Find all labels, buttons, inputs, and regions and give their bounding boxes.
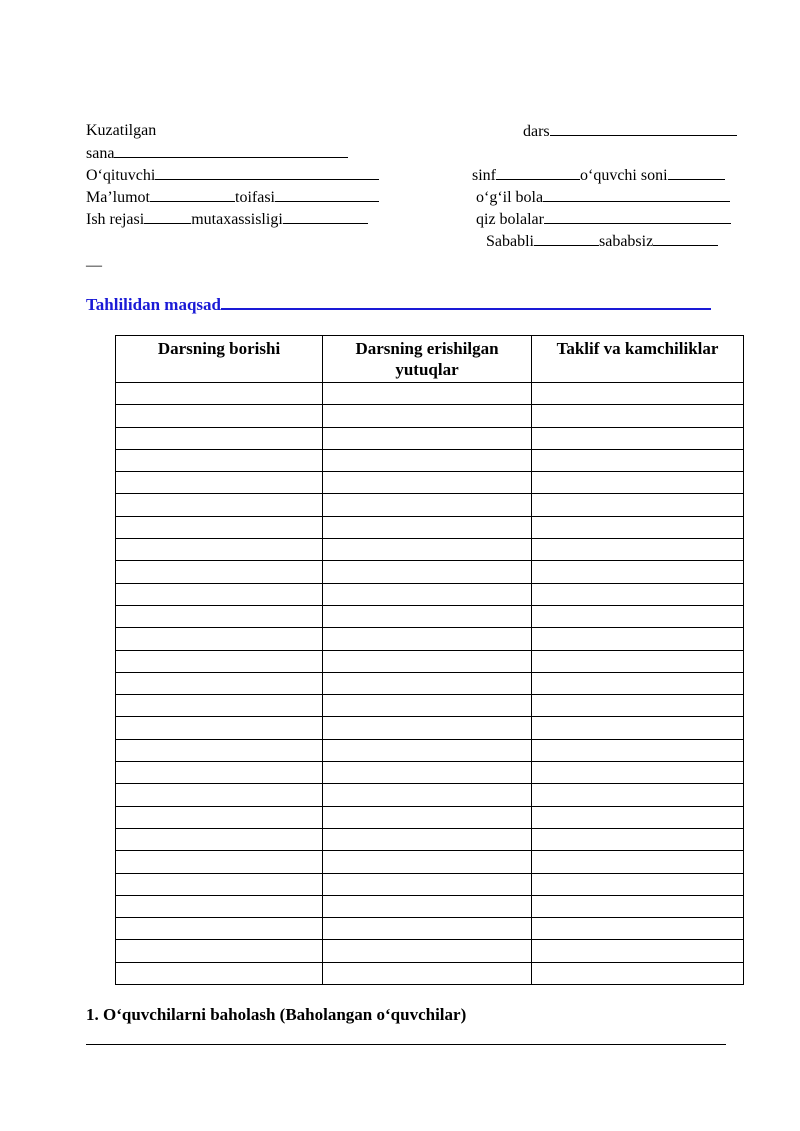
table-cell[interactable] xyxy=(323,940,532,962)
table-cell[interactable] xyxy=(532,472,744,494)
table-cell[interactable] xyxy=(323,717,532,739)
table-cell[interactable] xyxy=(323,828,532,850)
table-row xyxy=(116,895,744,917)
col-darsning-borishi: Darsning borishi xyxy=(116,336,323,383)
table-cell[interactable] xyxy=(116,472,323,494)
table-row xyxy=(116,650,744,672)
table-cell[interactable] xyxy=(532,672,744,694)
table-cell[interactable] xyxy=(323,918,532,940)
table-row xyxy=(116,940,744,962)
col-erishilgan-yutuqlar: Darsning erishilgan yutuqlar xyxy=(323,336,532,383)
blank-ish-rejasi[interactable] xyxy=(144,209,191,224)
label-kuzatilgan: Kuzatilgan xyxy=(86,122,157,139)
table-row xyxy=(116,449,744,471)
table-row xyxy=(116,717,744,739)
table-cell[interactable] xyxy=(116,806,323,828)
table-row xyxy=(116,539,744,561)
blank-oquvchi-soni[interactable] xyxy=(668,165,725,180)
table-cell[interactable] xyxy=(532,895,744,917)
table-cell[interactable] xyxy=(116,427,323,449)
field-ish-rejasi[interactable] xyxy=(86,209,368,230)
table-body xyxy=(116,383,744,985)
table-cell[interactable] xyxy=(323,472,532,494)
stray-dash-text: — xyxy=(86,257,102,274)
table-cell[interactable] xyxy=(532,449,744,471)
blank-malumot[interactable] xyxy=(150,187,235,202)
table-cell[interactable] xyxy=(532,806,744,828)
table-row xyxy=(116,561,744,583)
table-cell[interactable] xyxy=(116,650,323,672)
table-row xyxy=(116,762,744,784)
table-cell[interactable] xyxy=(532,650,744,672)
table-header-row xyxy=(116,336,744,383)
label-sana: sana xyxy=(86,145,115,162)
table-cell[interactable] xyxy=(323,405,532,427)
table-cell[interactable] xyxy=(323,516,532,538)
table-cell[interactable] xyxy=(532,628,744,650)
label-malumot: Ma’lumot xyxy=(86,189,150,206)
table-cell[interactable] xyxy=(116,717,323,739)
table-row xyxy=(116,494,744,516)
blank-dars[interactable] xyxy=(550,121,737,136)
table-cell[interactable] xyxy=(116,516,323,538)
table-row xyxy=(116,918,744,940)
table-cell[interactable] xyxy=(323,605,532,627)
table-cell[interactable] xyxy=(532,739,744,761)
table-row xyxy=(116,605,744,627)
table-cell[interactable] xyxy=(532,918,744,940)
table-cell[interactable] xyxy=(532,539,744,561)
table-cell[interactable] xyxy=(116,784,323,806)
table-cell[interactable] xyxy=(116,828,323,850)
table-cell[interactable] xyxy=(323,449,532,471)
field-sana[interactable] xyxy=(86,143,348,164)
table-row xyxy=(116,806,744,828)
stray-dash xyxy=(86,256,102,276)
table-cell[interactable] xyxy=(532,561,744,583)
table-row xyxy=(116,828,744,850)
col-taklif-kamchiliklar: Taklif va kamchiliklar xyxy=(532,336,744,383)
table-cell[interactable] xyxy=(116,494,323,516)
table-row xyxy=(116,516,744,538)
label-sababsiz: sababsiz xyxy=(599,233,654,250)
label-sinf: sinf xyxy=(472,167,496,184)
table-cell[interactable] xyxy=(116,918,323,940)
label-oquvchi-soni: o‘quvchi soni xyxy=(580,167,668,184)
table-cell[interactable] xyxy=(116,583,323,605)
field-dars[interactable] xyxy=(523,121,737,142)
label-sababli: Sababli xyxy=(486,233,534,250)
label-toifasi: toifasi xyxy=(235,189,275,206)
table-cell[interactable] xyxy=(323,628,532,650)
table-cell[interactable] xyxy=(532,873,744,895)
field-malumot[interactable] xyxy=(86,187,379,208)
table-row xyxy=(116,383,744,405)
table-row xyxy=(116,672,744,694)
table-cell[interactable] xyxy=(323,962,532,984)
table-cell[interactable] xyxy=(116,851,323,873)
table-cell[interactable] xyxy=(116,739,323,761)
table-cell[interactable] xyxy=(116,405,323,427)
table-cell[interactable] xyxy=(532,851,744,873)
table-cell[interactable] xyxy=(116,962,323,984)
table-cell[interactable] xyxy=(116,383,323,405)
blank-sana[interactable] xyxy=(114,143,348,158)
table-cell[interactable] xyxy=(323,650,532,672)
table-cell[interactable] xyxy=(532,784,744,806)
table-cell[interactable] xyxy=(116,449,323,471)
table-cell[interactable] xyxy=(116,873,323,895)
table-cell[interactable] xyxy=(532,516,744,538)
table-cell[interactable] xyxy=(323,873,532,895)
field-sinf[interactable] xyxy=(472,165,725,186)
table-cell[interactable] xyxy=(532,605,744,627)
table-cell[interactable] xyxy=(116,695,323,717)
table-cell[interactable] xyxy=(532,940,744,962)
table-cell[interactable] xyxy=(323,695,532,717)
table-cell[interactable] xyxy=(323,784,532,806)
table-cell[interactable] xyxy=(323,739,532,761)
table-cell[interactable] xyxy=(323,494,532,516)
table-cell[interactable] xyxy=(116,672,323,694)
table-cell[interactable] xyxy=(116,940,323,962)
table-cell[interactable] xyxy=(323,383,532,405)
blank-qiz-bolalar[interactable] xyxy=(544,209,731,224)
table-row xyxy=(116,472,744,494)
table-cell[interactable] xyxy=(116,895,323,917)
table-cell[interactable] xyxy=(116,605,323,627)
blank-sinf[interactable] xyxy=(496,165,580,180)
table-cell[interactable] xyxy=(532,762,744,784)
section-title-baholash: 1. O‘quvchilarni baholash (Baholangan o‘quvchilar) xyxy=(86,1005,467,1024)
table-cell[interactable] xyxy=(532,383,744,405)
field-sababli[interactable] xyxy=(486,231,718,252)
blank-toifasi[interactable] xyxy=(275,187,379,202)
table-cell[interactable] xyxy=(116,561,323,583)
label-ish-rejasi: Ish rejasi xyxy=(86,211,145,228)
table-row xyxy=(116,962,744,984)
field-ogil-bola[interactable] xyxy=(476,187,730,208)
table-cell[interactable] xyxy=(323,539,532,561)
label-dars: dars xyxy=(523,123,550,140)
goal-label: Tahlilidan maqsad xyxy=(86,295,221,314)
footer-blank-line[interactable] xyxy=(86,1044,726,1045)
goal-blank[interactable] xyxy=(221,292,711,310)
table-cell[interactable] xyxy=(532,405,744,427)
observation-table xyxy=(115,335,744,985)
table-row xyxy=(116,628,744,650)
table-cell[interactable] xyxy=(532,717,744,739)
table-row xyxy=(116,851,744,873)
label-mutaxassisligi: mutaxassisligi xyxy=(191,211,283,228)
table-cell[interactable] xyxy=(532,962,744,984)
blank-oqituvchi[interactable] xyxy=(155,165,379,180)
table-cell[interactable] xyxy=(532,828,744,850)
table-cell[interactable] xyxy=(323,427,532,449)
table-cell[interactable] xyxy=(323,895,532,917)
table-cell[interactable] xyxy=(323,851,532,873)
table-cell[interactable] xyxy=(323,672,532,694)
table-row xyxy=(116,695,744,717)
table-cell[interactable] xyxy=(532,427,744,449)
table-cell[interactable] xyxy=(323,561,532,583)
goal-field[interactable] xyxy=(86,292,711,315)
field-oqituvchi[interactable] xyxy=(86,165,379,186)
table-cell[interactable] xyxy=(323,762,532,784)
label-ogil-bola: o‘g‘il bola xyxy=(476,189,544,206)
blank-sababli[interactable] xyxy=(534,231,599,246)
table-row xyxy=(116,739,744,761)
table-cell[interactable] xyxy=(323,583,532,605)
table-cell[interactable] xyxy=(532,494,744,516)
field-qiz-bolalar[interactable] xyxy=(476,209,731,230)
blank-sababsiz[interactable] xyxy=(653,231,718,246)
table-cell[interactable] xyxy=(532,583,744,605)
table-cell[interactable] xyxy=(116,539,323,561)
blank-ogil-bola[interactable] xyxy=(543,187,730,202)
table-row xyxy=(116,873,744,895)
table-row xyxy=(116,405,744,427)
table-row xyxy=(116,784,744,806)
table-cell[interactable] xyxy=(532,695,744,717)
table-cell[interactable] xyxy=(323,806,532,828)
field-kuzatilgan xyxy=(86,121,156,141)
label-oqituvchi: O‘qituvchi xyxy=(86,167,156,184)
blank-mutaxassisligi[interactable] xyxy=(283,209,368,224)
label-qiz-bolalar: qiz bolalar xyxy=(476,211,544,228)
table-cell[interactable] xyxy=(116,628,323,650)
table-row xyxy=(116,427,744,449)
table-cell[interactable] xyxy=(116,762,323,784)
table-row xyxy=(116,583,744,605)
